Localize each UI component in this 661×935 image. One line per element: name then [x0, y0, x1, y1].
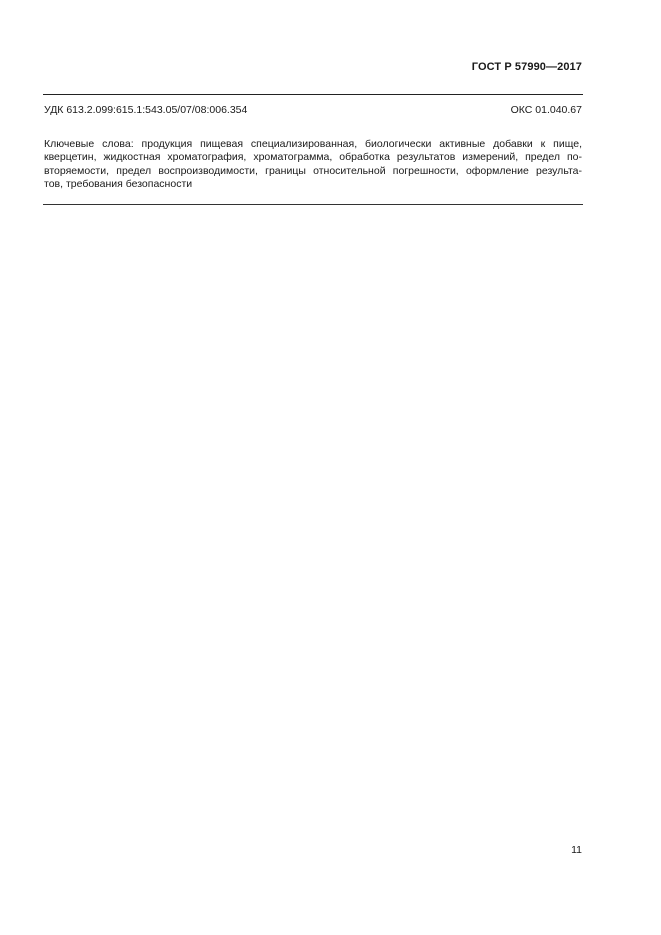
keywords-line: кверцетин, жидкостная хроматография, хроматограмма, обработка результатов измерений, предел по-: [44, 151, 582, 164]
udk-code: УДК 613.2.099:615.1:543.05/07/08:006.354: [44, 104, 248, 116]
standard-code-header: ГОСТ Р 57990—2017: [471, 61, 582, 73]
header-divider: [43, 94, 583, 95]
oks-code: ОКС 01.040.67: [510, 104, 582, 116]
keywords-divider: [43, 204, 583, 205]
keywords-line: тов, требования безопасности: [44, 178, 193, 191]
keywords-line: Ключевые слова: продукция пищевая специализированная, биологически активные добавки к пище,: [44, 138, 582, 150]
keywords-line: вторяемости, предел воспроизводимости, границы относительной погрешности, оформление результа-: [44, 164, 582, 177]
page-number: 11: [571, 844, 582, 856]
keywords-paragraph: [44, 138, 582, 192]
